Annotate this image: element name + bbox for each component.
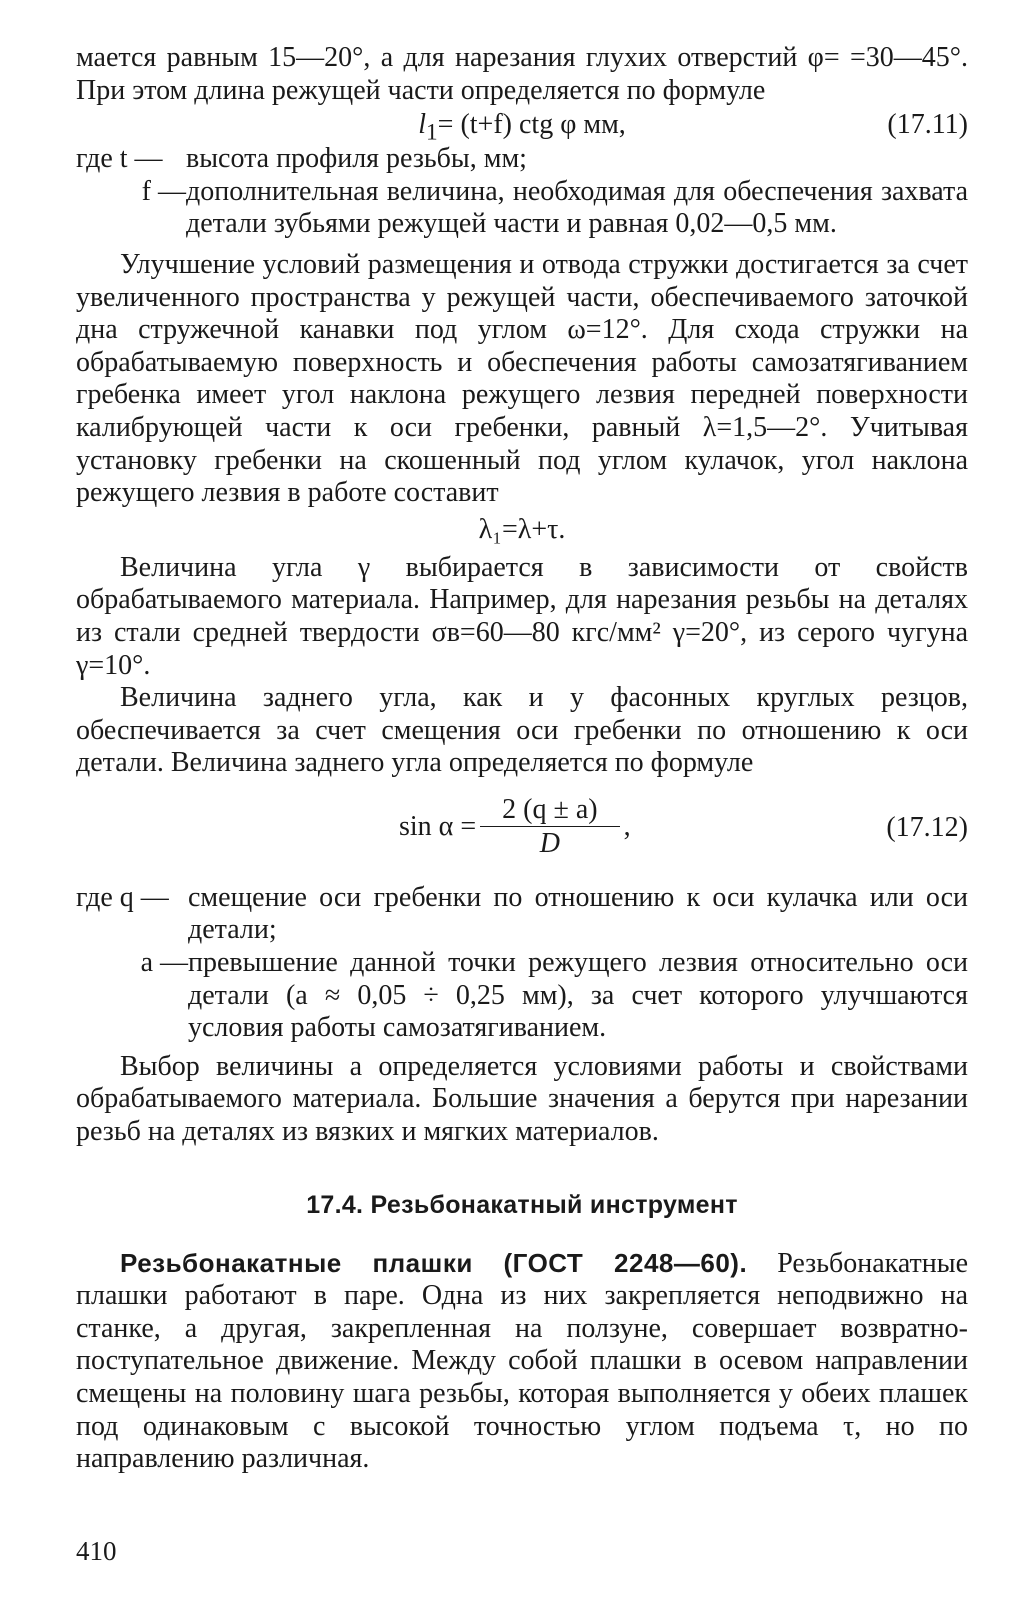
fraction-denominator: D: [539, 827, 560, 859]
definition-item: [76, 882, 968, 947]
definition-label: где t —: [76, 143, 163, 175]
formula-subscript: 1: [425, 119, 438, 146]
paragraph-improvement: Улучшение условий размещения и отвода стружки достигается за счет увеличенного пространства у режущей части, обеспечиваемого заточкой дна стружечной канавки под углом ω=12°. Для схода стружки на обрабатываемую поверхность и обеспечения работы самозатягиванием гребенка имеет угол наклона режущего лезвия передней поверхности калибрующей части к оси гребенки, равный λ=1,5—2°. Учитывая установку гребенки на скошенный под углом кулачок, угол наклона режущего лезвия в работе составит: [76, 248, 968, 509]
formula-rhs: = (t+f) ctg φ мм,: [437, 109, 626, 141]
definition-item: [76, 176, 968, 241]
definitions-list-2: [76, 882, 968, 1045]
paragraph-run-in-title: Резьбонакатные плашки (ГОСТ 2248—60).: [120, 1247, 748, 1278]
formula-17-11: [76, 107, 968, 146]
formula-number: (17.11): [887, 109, 968, 141]
definition-label: a —: [140, 947, 188, 979]
paragraph-choice: Выбор величины a определяется условиями работы и свойствами обрабатываемого материала. Большие значения a берутся при нарезании резьб на деталях из вязких и мягких материалов.: [76, 1050, 968, 1148]
definition-label: где q —: [76, 881, 169, 913]
paragraph-dies: [76, 1247, 968, 1476]
fraction: [480, 794, 619, 861]
page-body: [76, 42, 968, 1476]
definition-text: смещение оси гребенки по отношению к оси кулачка или оси детали;: [188, 881, 968, 946]
definition-text: высота профиля резьбы, мм;: [186, 143, 527, 175]
formula-lambda: λ₁=λ+τ.: [478, 513, 566, 545]
fraction-numerator: 2 (q ± a): [502, 793, 598, 825]
paragraph-gamma: Величина угла γ выбирается в зависимости от свойств обрабатываемого материала. Например, для нарезания резьбы на деталях из стали средней твердости σв=60—80 кгс/мм² γ=20°, из серого чугуна γ=10°.: [76, 551, 968, 681]
formula-number: (17.12): [886, 811, 968, 843]
definitions-list-1: [76, 143, 968, 241]
page-number: 410: [76, 1536, 117, 1566]
formula-lhs: sin α =: [399, 811, 477, 843]
paragraph-dies-text: Резьбонакатные плашки работают в паре. Одна из них закрепляется неподвижно на станке, а другая, закрепленная на ползуне, совершает возвратно-поступательное движение. Между собой плашки в осевом направлении смещены на половину шага резьбы, которая выполняется у обеих плашек под одинаковым с высокой точностью углом подъема τ, но по направлению различная.: [76, 1247, 968, 1475]
formula-lhs: l: [418, 109, 426, 141]
definition-text: превышение данной точки режущего лезвия относительно оси детали (a ≈ 0,05 ÷ 0,25 мм), за счет которого улучшаются условия работы самозатягиванием.: [188, 947, 968, 1044]
formula-tail: ,: [623, 811, 631, 843]
section-heading: 17.4. Резьбонакатный инструмент: [306, 1190, 738, 1219]
definition-label: f —: [141, 175, 186, 207]
formula-17-12: [76, 786, 968, 878]
paragraph-back-angle: Величина заднего угла, как и у фасонных круглых резцов, обеспечивается за счет смещения оси гребенки по отношению к оси детали. Величина заднего угла определяется по формуле: [76, 682, 968, 779]
definition-item: [76, 947, 968, 1045]
definition-text: дополнительная величина, необходимая для обеспечения захвата детали зубьями режущей части и равная 0,02—0,5 мм.: [186, 175, 968, 240]
paragraph-continuation: мается равным 15—20°, а для нарезания глухих отверстий φ= =30—45°. При этом длина режущей части определяется по формуле: [76, 42, 968, 106]
